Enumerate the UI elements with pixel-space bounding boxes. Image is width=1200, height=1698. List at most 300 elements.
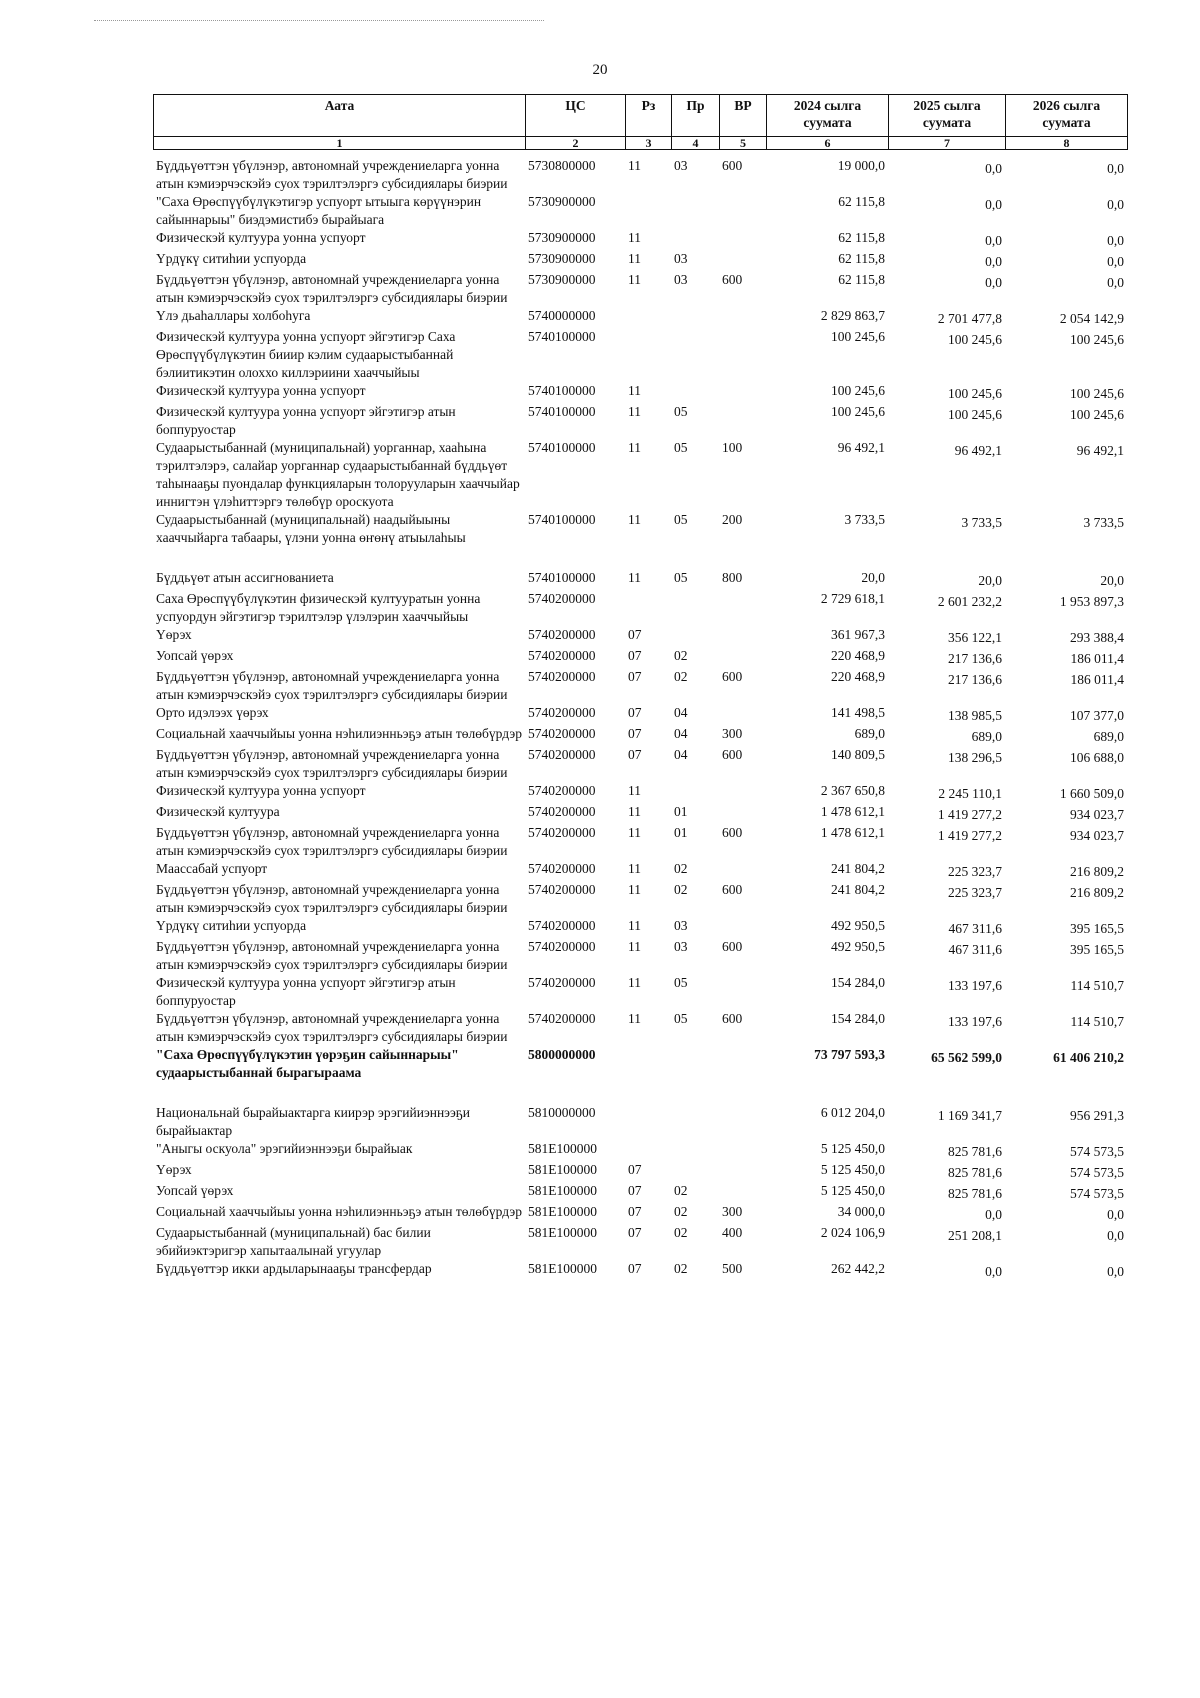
section-code: 07 [628,669,642,684]
amount-2026: 106 688,0 [1070,750,1124,765]
expense-type-code [719,782,766,803]
target-article-code: 5740200000 [528,861,596,876]
column-title: Рз [626,95,672,137]
subsection-code: 03 [674,272,688,287]
table-row [153,1140,1127,1161]
amount-2025: 138 985,5 [948,708,1002,723]
table-row [153,647,1127,668]
amount-2026: 0,0 [1107,161,1124,176]
subsection-code [671,193,719,229]
section-code: 11 [628,1011,641,1026]
expense-type-code: 200 [722,512,743,527]
amount-2026: 934 023,7 [1070,828,1124,843]
column-number: 3 [626,137,672,150]
budget-item-name: Бүддьүөттэн үбүлэнэр, автономнай учреждениеларга уонна атын кэмиэрчэскэйэ суох тэрилтэлэргэ субсидиялары биэрии [156,158,508,191]
subsection-code: 02 [674,1183,688,1198]
expense-type-code: 100 [722,440,743,455]
amount-2026: 0,0 [1107,233,1124,248]
amount-2025: 217 136,6 [948,672,1002,687]
amount-2024: 1 478 612,1 [820,804,885,819]
page-number: 20 [592,62,608,78]
table-row [153,229,1127,250]
amount-2024: 2 367 650,8 [820,783,885,798]
budget-item-name: "Саха Өрөспүүбүлүкэтин үөрэҕин сайыннарыы" судаарыстыбаннай бырагыраама [156,1047,459,1080]
amount-2025: 100 245,6 [948,407,1002,422]
target-article-code: 5740200000 [528,975,596,990]
expense-type-code [719,1161,766,1182]
amount-2025: 100 245,6 [948,332,1002,347]
section-code: 11 [628,158,641,173]
subsection-code [671,626,719,647]
amount-2025: 467 311,6 [948,921,1002,936]
budget-item-name: Үрдүкү ситиһии успуорда [156,918,307,933]
amount-2024: 2 829 863,7 [820,308,885,323]
table-row [153,250,1127,271]
subsection-code: 02 [674,1261,688,1276]
amount-2024: 62 115,8 [838,230,885,245]
table-row [153,626,1127,647]
column-number: 7 [889,137,1006,150]
budget-item-name: Үлэ дьаһаллары холбоһуга [156,308,311,323]
section-code [625,1046,671,1082]
table-row [153,803,1127,824]
budget-item-name: Бүддьүөттэр икки ардыларынааҕы трансфердар [156,1261,432,1276]
budget-item-name: Судаарыстыбаннай (муниципальнай) бас билии эбийиэктэригэр хапытаалынай угуулар [156,1225,431,1258]
subsection-code: 05 [674,404,688,419]
column-title: ВР [720,95,767,137]
section-code: 11 [628,272,641,287]
target-article-code: 5740200000 [528,591,596,606]
amount-2026: 395 165,5 [1070,921,1124,936]
target-article-code: 5730900000 [528,230,596,245]
budget-item-name: Бүддьүөттэн үбүлэнэр, автономнай учреждениеларга уонна атын кэмиэрчэскэйэ суох тэрилтэлэргэ субсидиялары биэрии [156,882,508,915]
amount-2025: 825 781,6 [948,1165,1002,1180]
amount-2025: 0,0 [985,1207,1002,1222]
amount-2024: 262 442,2 [831,1261,885,1276]
subsection-code: 01 [674,825,688,840]
target-article-code: 5740200000 [528,939,596,954]
budget-item-name: Үрдүкү ситиһии успуорда [156,251,307,266]
expense-type-code [719,250,766,271]
column-numbers-row [154,137,1128,150]
table-row [153,974,1127,1010]
table-row [153,668,1127,704]
section-code: 07 [628,627,642,642]
expense-type-code: 600 [722,669,743,684]
amount-2026: 20,0 [1100,573,1124,588]
amount-2025: 217 136,6 [948,651,1002,666]
subsection-code: 02 [674,669,688,684]
amount-2024: 2 024 106,9 [820,1225,885,1240]
expense-type-code [719,1046,766,1082]
amount-2024: 20,0 [861,570,885,585]
amount-2025: 0,0 [985,1264,1002,1279]
amount-2024: 220 468,9 [831,648,885,663]
target-article-code: 5740100000 [528,383,596,398]
budget-item-name: Бүддьүөттэн үбүлэнэр, автономнай учреждениеларга уонна атын кэмиэрчэскэйэ суох тэрилтэлэргэ субсидиялары биэрии [156,825,508,858]
amount-2025: 1 169 341,7 [937,1108,1002,1123]
column-title: Пр [672,95,720,137]
amount-2024: 100 245,6 [831,329,885,344]
amount-2025: 96 492,1 [954,443,1002,458]
column-number: 8 [1006,137,1128,150]
section-code: 11 [628,882,641,897]
table-row [153,511,1127,547]
budget-item-name: Бүддьүөттэн үбүлэнэр, автономнай учреждениеларга уонна атын кэмиэрчэскэйэ суох тэрилтэлэргэ субсидиялары биэрии [156,939,508,972]
amount-2024: 62 115,8 [838,194,885,209]
table-row [153,569,1127,590]
expense-type-code [719,803,766,824]
target-article-code: 5740200000 [528,825,596,840]
table-row [153,590,1127,626]
amount-2025: 356 122,1 [948,630,1002,645]
amount-2026: 0,0 [1107,1264,1124,1279]
table-row [153,382,1127,403]
budget-item-name: Уопсай үөрэх [156,648,234,663]
column-title: 2026 сылга суумата [1006,95,1128,137]
subsection-code [671,1140,719,1161]
column-number: 5 [720,137,767,150]
amount-2026: 1 953 897,3 [1059,594,1124,609]
budget-item-name: Физическэй култуура [156,804,280,819]
amount-2026: 100 245,6 [1070,407,1124,422]
amount-2024: 5 125 450,0 [820,1162,885,1177]
section-code: 07 [628,1162,642,1177]
table-row [153,403,1127,439]
subsection-code [671,1046,719,1082]
amount-2025: 0,0 [985,275,1002,290]
amount-2026: 216 809,2 [1070,885,1124,900]
budget-item-name: Социальнай хааччыйыы уонна нэһилиэнньэҕэ атын төлөбүрдэр [156,1204,522,1219]
table-row [153,1046,1127,1082]
amount-2025: 225 323,7 [948,885,1002,900]
amount-2025: 251 208,1 [948,1228,1002,1243]
amount-2026: 934 023,7 [1070,807,1124,822]
amount-2025: 2 601 232,2 [937,594,1002,609]
amount-2025: 2 701 477,8 [937,311,1002,326]
section-code: 11 [628,825,641,840]
target-article-code: 5740100000 [528,440,596,455]
amount-2026: 96 492,1 [1076,443,1124,458]
amount-2026: 0,0 [1107,1207,1124,1222]
amount-2025: 0,0 [985,233,1002,248]
expense-type-code [719,704,766,725]
amount-2024: 6 012 204,0 [820,1105,885,1120]
target-article-code: 5740200000 [528,783,596,798]
amount-2024: 5 125 450,0 [820,1141,885,1156]
expense-type-code: 600 [722,882,743,897]
table-row [153,860,1127,881]
section-code: 07 [628,726,642,741]
section-code: 07 [628,648,642,663]
amount-2025: 133 197,6 [948,978,1002,993]
table-header [153,94,1128,150]
amount-2025: 20,0 [978,573,1002,588]
expense-type-code [719,1140,766,1161]
table-row [153,938,1127,974]
amount-2026: 1 660 509,0 [1059,786,1124,801]
amount-2024: 241 804,2 [831,861,885,876]
budget-item-name: Орто идэлээх үөрэх [156,705,269,720]
subsection-code: 05 [674,570,688,585]
expense-type-code [719,590,766,626]
expense-type-code: 500 [722,1261,743,1276]
target-article-code: 5730900000 [528,272,596,287]
subsection-code: 02 [674,648,688,663]
amount-2024: 96 492,1 [837,440,885,455]
table-row [153,782,1127,803]
amount-2026: 574 573,5 [1070,1165,1124,1180]
amount-2024: 62 115,8 [838,272,885,287]
table-row [153,193,1127,229]
table-row [153,1182,1127,1203]
table-row [153,1224,1127,1260]
table-row [153,824,1127,860]
target-article-code: 581E100000 [528,1261,597,1276]
amount-2026: 114 510,7 [1070,978,1124,993]
amount-2025: 0,0 [985,161,1002,176]
subsection-code: 04 [674,747,688,762]
expense-type-code [719,647,766,668]
section-code: 07 [628,1204,642,1219]
subsection-code: 02 [674,1225,688,1240]
subsection-code: 04 [674,726,688,741]
expense-type-code [719,307,766,328]
budget-item-name: Национальнай бырайыактарга киирэр эрэгийиэннээҕи бырайыактар [156,1105,470,1138]
target-article-code: 5740100000 [528,404,596,419]
table-row [153,1203,1127,1224]
budget-table-body [153,157,1127,1281]
budget-item-name: Үөрэх [156,1162,192,1177]
target-article-code: 5740200000 [528,747,596,762]
amount-2024: 62 115,8 [838,251,885,266]
expense-type-code [719,860,766,881]
section-code: 11 [628,383,641,398]
subsection-code: 03 [674,918,688,933]
table-row [153,1161,1127,1182]
table-row [153,328,1127,382]
budget-item-name: Физическэй култуура уонна успуорт эйгэтигэр атын боппуруостар [156,404,456,437]
budget-item-name: Судаарыстыбаннай (муниципальнай) уорганнар, хааһына тэрилтэлэрэ, салайар уорганнар судаарыстыбаннай бүддьүөт таһынааҕы пуондалар функцияларын толорууларын хааччыйар иннигтэн үлэһиттэргэ төлөбүр ороскуота [156,440,520,509]
section-code: 07 [628,1183,642,1198]
budget-item-name: Бүддьүөттэн үбүлэнэр, автономнай учреждениеларга уонна атын кэмиэрчэскэйэ суох тэрилтэлэргэ субсидиялары биэрии [156,747,508,780]
amount-2026: 107 377,0 [1070,708,1124,723]
table-row [153,157,1127,193]
amount-2025: 65 562 599,0 [931,1050,1002,1065]
target-article-code: 5740200000 [528,1011,596,1026]
amount-2025: 825 781,6 [948,1186,1002,1201]
section-code: 07 [628,747,642,762]
amount-2026: 216 809,2 [1070,864,1124,879]
table-row [153,271,1127,307]
table-row [153,704,1127,725]
subsection-code [671,590,719,626]
section-code: 11 [628,512,641,527]
expense-type-code: 300 [722,1204,743,1219]
column-title: Аата [154,95,526,137]
amount-2024: 492 950,5 [831,939,885,954]
amount-2025: 1 419 277,2 [937,807,1002,822]
expense-type-code: 600 [722,825,743,840]
budget-item-name: Судаарыстыбаннай (муниципальнай) наадыйыыны хааччыйарга табаары, үлэни уонна өҥөнү атыылаһыы [156,512,466,545]
table-row [153,746,1127,782]
expense-type-code [719,1104,766,1140]
expense-type-code [719,328,766,382]
amount-2025: 1 419 277,2 [937,828,1002,843]
row-spacer-cell [153,547,1127,569]
table-row [153,725,1127,746]
expense-type-code [719,403,766,439]
section-code: 11 [628,861,641,876]
subsection-code: 04 [674,705,688,720]
section-code: 11 [628,975,641,990]
table-row [153,881,1127,917]
amount-2024: 154 284,0 [831,1011,885,1026]
column-title: 2024 сылга суумата [767,95,889,137]
amount-2026: 293 388,4 [1070,630,1124,645]
expense-type-code: 400 [722,1225,743,1240]
target-article-code: 581E100000 [528,1162,597,1177]
subsection-code: 05 [674,440,688,455]
amount-2026: 689,0 [1093,729,1124,744]
target-article-code: 5740200000 [528,648,596,663]
amount-2025: 2 245 110,1 [938,786,1002,801]
amount-2025: 0,0 [985,254,1002,269]
budget-item-name: "Аныгы оскуола" эрэгийиэннээҕи бырайыак [156,1141,413,1156]
target-article-code: 581E100000 [528,1141,597,1156]
amount-2026: 61 406 210,2 [1053,1050,1124,1065]
budget-item-name: Бүддьүөттэн үбүлэнэр, автономнай учреждениеларга уонна атын кэмиэрчэскэйэ суох тэрилтэлэргэ субсидиялары биэрии [156,272,508,305]
amount-2024: 154 284,0 [831,975,885,990]
budget-item-name: Социальнай хааччыйыы уонна нэһилиэнньэҕэ атын төлөбүрдэр [156,726,522,741]
subsection-code [671,328,719,382]
section-code: 07 [628,1261,642,1276]
target-article-code: 5730900000 [528,194,596,209]
subsection-code [671,382,719,403]
section-code [625,328,671,382]
amount-2025: 467 311,6 [948,942,1002,957]
amount-2025: 138 296,5 [948,750,1002,765]
amount-2026: 100 245,6 [1070,332,1124,347]
target-article-code: 5810000000 [528,1105,596,1120]
expense-type-code [719,974,766,1010]
amount-2026: 0,0 [1107,254,1124,269]
row-spacer-cell [153,1082,1127,1104]
amount-2024: 241 804,2 [831,882,885,897]
budget-item-name: Үөрэх [156,627,192,642]
amount-2024: 3 733,5 [844,512,885,527]
expense-type-code: 600 [722,939,743,954]
target-article-code: 581E100000 [528,1225,597,1240]
scan-artifact-line [94,20,544,23]
column-number: 1 [154,137,526,150]
section-code: 07 [628,1225,642,1240]
amount-2024: 2 729 618,1 [820,591,885,606]
amount-2026: 186 011,4 [1070,672,1124,687]
subsection-code: 05 [674,512,688,527]
subsection-code: 02 [674,1204,688,1219]
target-article-code: 5740200000 [528,882,596,897]
target-article-code: 5740200000 [528,804,596,819]
expense-type-code: 600 [722,158,743,173]
target-article-code: 5740100000 [528,512,596,527]
table-row [153,1010,1127,1046]
amount-2024: 1 478 612,1 [820,825,885,840]
target-article-code: 5740200000 [528,726,596,741]
expense-type-code: 600 [722,272,743,287]
expense-type-code [719,1182,766,1203]
target-article-code: 5730800000 [528,158,596,173]
amount-2024: 100 245,6 [831,383,885,398]
subsection-code: 01 [674,804,688,819]
amount-2024: 100 245,6 [831,404,885,419]
subsection-code [671,229,719,250]
budget-item-name: Маассабай успуорт [156,861,268,876]
amount-2025: 133 197,6 [948,1014,1002,1029]
amount-2026: 956 291,3 [1070,1108,1124,1123]
table-row [153,439,1127,511]
section-code: 11 [628,804,641,819]
expense-type-code: 600 [722,747,743,762]
subsection-code [671,1161,719,1182]
section-code: 11 [628,404,641,419]
amount-2025: 3 733,5 [961,515,1002,530]
budget-item-name: Саха Өрөспүүбүлүкэтин физическэй култууратын уонна успуордун эйгэтигэр тэрилтэлэр үлэлэрин хааччыйыы [156,591,481,624]
table-row [153,1104,1127,1140]
expense-type-code: 300 [722,726,743,741]
target-article-code: 5740100000 [528,570,596,585]
column-titles-row [154,95,1128,137]
section-code: 11 [628,939,641,954]
subsection-code: 05 [674,975,688,990]
budget-item-name: Бүддьүөт атын ассигнованиета [156,570,334,585]
table-row [153,917,1127,938]
expense-type-code [719,626,766,647]
amount-2024: 689,0 [854,726,885,741]
column-title: ЦС [526,95,626,137]
section-code: 11 [628,783,641,798]
target-article-code: 5740200000 [528,705,596,720]
amount-2024: 34 000,0 [837,1204,885,1219]
column-number: 6 [767,137,889,150]
budget-item-name: Физическэй култуура уонна успуорт эйгэтигэр Саха Өрөспүүбүлүкэтин бииир кэлим судаарыстыбаннай бэлиитикэтин олоххо киллэриини хааччыйыы [156,329,456,380]
subsection-code: 03 [674,158,688,173]
row-spacer [153,547,1127,569]
amount-2025: 0,0 [985,197,1002,212]
table-rows [153,157,1127,1281]
amount-2024: 361 967,3 [831,627,885,642]
amount-2024: 140 809,5 [831,747,885,762]
subsection-code [671,782,719,803]
target-article-code: 5740200000 [528,627,596,642]
amount-2024: 220 468,9 [831,669,885,684]
amount-2024: 141 498,5 [831,705,885,720]
column-title: 2025 сылга суумата [889,95,1006,137]
subsection-code: 02 [674,882,688,897]
subsection-code: 03 [674,939,688,954]
budget-item-name: Физическэй култуура уонна успуорт [156,383,366,398]
section-code [625,590,671,626]
table-row [153,307,1127,328]
section-code [625,1104,671,1140]
amount-2026: 2 054 142,9 [1059,311,1124,326]
target-article-code: 5740000000 [528,308,596,323]
target-article-code: 581E100000 [528,1183,597,1198]
row-spacer [153,1082,1127,1104]
section-code: 11 [628,918,641,933]
amount-2026: 574 573,5 [1070,1144,1124,1159]
amount-2026: 0,0 [1107,197,1124,212]
